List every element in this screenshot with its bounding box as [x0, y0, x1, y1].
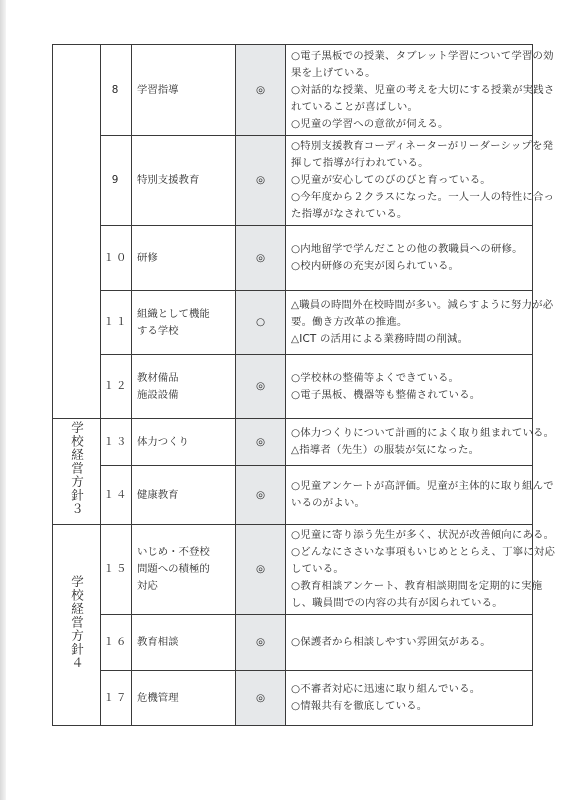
evaluation-item-text: 学習指導	[137, 83, 179, 96]
rating-mark: ◎	[236, 525, 286, 615]
evaluation-item	[132, 45, 236, 136]
item-number: １２	[101, 355, 132, 419]
section-label: 学校経営方針４	[69, 574, 85, 670]
evaluation-item	[132, 615, 236, 671]
comment-line: ○情報共有を徹底している。	[291, 700, 428, 712]
comment-line: ○今年度から２クラスになった。一人一人の特性に合っ	[291, 191, 555, 203]
table-row	[53, 226, 533, 291]
table-row	[53, 291, 533, 355]
comment-line: し、職員間での内容の共有が図られている。	[291, 597, 503, 609]
comment-cell	[286, 291, 554, 355]
comment-line: た指導がなされている。	[291, 208, 408, 220]
evaluation-item	[132, 419, 236, 466]
rating-mark: ◎	[236, 671, 286, 726]
evaluation-item-text: 体力つくり	[137, 435, 189, 448]
comment-line: ○保護者から相談しやすい雰囲気がある。	[291, 636, 491, 648]
comment-line: している。	[291, 563, 344, 575]
table-row	[53, 466, 533, 525]
item-number: １１	[101, 291, 132, 355]
evaluation-item-text: 危機管理	[137, 691, 179, 704]
rating-mark: ◎	[236, 355, 286, 419]
rating-mark: ◎	[236, 615, 286, 671]
evaluation-item-text: 教材備品	[137, 371, 179, 384]
comment-line: 果を上げている。	[291, 66, 376, 79]
item-number: １５	[101, 525, 132, 615]
comment-line: ○電子黒板での授業、タブレット学習について学習の効	[291, 49, 554, 62]
comment-line: △指導者（先生）の服装が気になった。	[291, 444, 480, 456]
comment-cell	[286, 615, 533, 671]
comment-cell	[286, 466, 554, 525]
evaluation-item-text: 研修	[137, 251, 158, 264]
evaluation-item	[132, 136, 236, 226]
comment-line: ○特別支援教育コーディネーターがリーダーシップを発	[291, 140, 554, 152]
comment-line: ○電子黒板、機器等も整備されている。	[291, 388, 481, 401]
rating-mark: ◎	[236, 419, 286, 466]
rating-mark: ○	[236, 291, 286, 355]
comment-line: 揮して指導が行われている。	[291, 157, 429, 169]
evaluation-item	[132, 671, 236, 726]
evaluation-item	[132, 291, 236, 355]
comment-line: ○児童が安心してのびのびと育っている。	[291, 174, 491, 186]
evaluation-item-text: する学校	[137, 324, 179, 337]
comment-cell	[286, 136, 555, 226]
evaluation-item-text: 施設設備	[137, 388, 179, 401]
table-row	[53, 525, 533, 615]
section-label-cell	[53, 419, 101, 525]
evaluation-item	[132, 525, 236, 615]
table-row	[53, 355, 533, 419]
scan-edge	[0, 0, 6, 800]
evaluation-item-text: 健康教育	[137, 488, 179, 501]
comment-line: ○体力つくりについて計画的によく取り組まれている。	[291, 427, 555, 439]
comment-line: △職員の時間外在校時間が多い。減らすように努力が必	[291, 299, 554, 311]
evaluation-item-text: 問題への積極的	[137, 563, 210, 575]
section-label-cell	[53, 525, 101, 726]
section-continued-cell	[53, 45, 101, 419]
comment-line: ○内地留学で学んだことの他の教職員への研修。	[291, 243, 523, 255]
comment-line: ○教育相談アンケート、教育相談期間を定期的に実施	[291, 580, 543, 592]
comment-cell	[286, 355, 533, 419]
comment-cell	[286, 45, 555, 136]
item-number: １３	[101, 419, 132, 466]
comment-cell	[286, 671, 533, 726]
table-row	[53, 671, 533, 726]
evaluation-item-text: 組織として機能	[137, 307, 210, 320]
evaluation-item	[132, 466, 236, 525]
comment-line: れていることが喜ばしい。	[291, 100, 419, 113]
comment-line: ○校内研修の充実が図られている。	[291, 260, 460, 272]
evaluation-item-text: 教育相談	[137, 636, 179, 648]
comment-cell	[286, 226, 533, 291]
comment-line: ○児童に寄り添う先生が多く、状況が改善傾向にある。	[291, 529, 555, 541]
evaluation-item	[132, 226, 236, 291]
rating-mark: ◎	[236, 466, 286, 525]
comment-cell	[286, 525, 556, 615]
table-row	[53, 136, 533, 226]
comment-line: △ICT の活用による業務時間の削減。	[291, 333, 469, 345]
item-number: １０	[101, 226, 132, 291]
rating-mark: ◎	[236, 45, 286, 136]
comment-line: ○学校林の整備等よくできている。	[291, 371, 460, 384]
comment-line: ○どんなにささいな事項もいじめととらえ、丁寧に対応	[291, 546, 556, 558]
rating-mark: ◎	[236, 226, 286, 291]
item-number: １７	[101, 671, 132, 726]
table-row	[53, 45, 533, 136]
comment-line: ○不審者対応に迅速に取り組んでいる。	[291, 683, 481, 695]
comment-line: いるのがよい。	[291, 497, 366, 509]
evaluation-item-text: 特別支援教育	[137, 174, 200, 186]
comment-line: 要。働き方改革の推進。	[291, 316, 408, 328]
comment-line: ○対話的な授業、児童の考えを大切にする授業が実践さ	[291, 83, 555, 96]
item-number: １４	[101, 466, 132, 525]
comment-line: ○児童アンケートが高評価。児童が主体的に取り組んで	[291, 480, 554, 492]
item-number: １６	[101, 615, 132, 671]
section-label: 学校経営方針３	[69, 421, 85, 516]
evaluation-item-text: いじめ・不登校	[137, 546, 210, 558]
evaluation-item	[132, 355, 236, 419]
comment-cell	[286, 419, 555, 466]
comment-line: ○児童の学習への意欲が伺える。	[291, 117, 449, 130]
item-number: 9	[101, 136, 132, 226]
rating-mark: ◎	[236, 136, 286, 226]
evaluation-table	[52, 44, 556, 726]
evaluation-item-text: 対応	[137, 580, 158, 592]
item-number: 8	[101, 45, 132, 136]
table-row	[53, 615, 533, 671]
table-row	[53, 419, 533, 466]
